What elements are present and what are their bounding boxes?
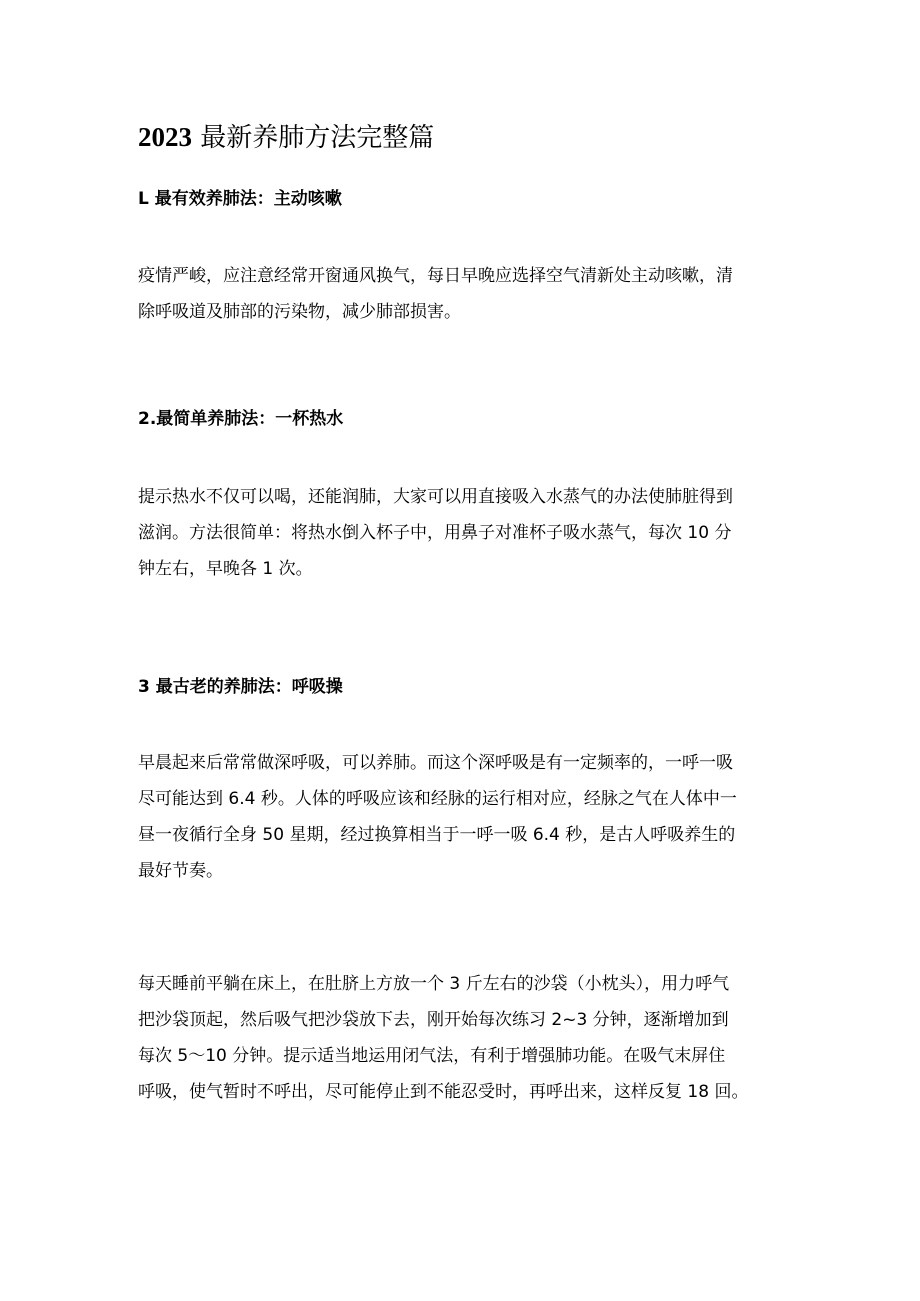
paragraph-line: 滋润。方法很简单：将热水倒入杯子中，用鼻子对准杯子吸水蒸气，每次 10 分: [138, 523, 732, 543]
section-heading-hot-water: 2.最简单养肺法：一杯热水: [138, 409, 344, 429]
paragraph-line: 钟左右，早晚各 1 次。: [138, 559, 313, 579]
paragraph-line: 昼一夜循行全身 50 星期，经过换算相当于一呼一吸 6.4 秒，是古人呼吸养生的: [138, 825, 736, 845]
paragraph-line: 每天睡前平躺在床上，在肚脐上方放一个 3 斤左右的沙袋（小枕头），用力呼气: [138, 974, 730, 994]
paragraph-line: 把沙袋顶起，然后吸气把沙袋放下去，刚开始每次练习 2~3 分钟，逐渐增加到: [138, 1010, 729, 1030]
title-year: 2023: [138, 122, 192, 152]
paragraph-line: 呼吸，使气暂时不呼出，尽可能停止到不能忍受时，再呼出来，这样反复 18 回。: [138, 1082, 749, 1102]
section-paragraph-cough: [138, 258, 788, 330]
section-paragraph-breathing-2: [138, 966, 788, 1110]
paragraph-line: 尽可能达到 6.4 秒。人体的呼吸应该和经脉的运行相对应，经脉之气在人体中一: [138, 789, 737, 809]
paragraph-line: 除呼吸道及肺部的污染物，减少肺部损害。: [138, 302, 461, 322]
section-heading-breathing: 3 最古老的养肺法：呼吸操: [138, 677, 343, 697]
paragraph-line: 每次 5～10 分钟。提示适当地运用闭气法，有利于增强肺功能。在吸气末屏住: [138, 1046, 726, 1066]
section-heading-cough: L 最有效养肺法：主动咳嗽: [138, 189, 342, 209]
paragraph-line: 提示热水不仅可以喝，还能润肺，大家可以用直接吸入水蒸气的办法使肺脏得到: [138, 487, 733, 507]
section-paragraph-hot-water: [138, 479, 788, 587]
paragraph-line: 早晨起来后常常做深呼吸，可以养肺。而这个深呼吸是有一定频率的，一呼一吸: [138, 753, 733, 773]
paragraph-line: 疫情严峻，应注意经常开窗通风换气，每日早晚应选择空气清新处主动咳嗽，清: [138, 266, 733, 286]
title-text: 最新养肺方法完整篇: [200, 123, 435, 153]
paragraph-line: 最好节奏。: [138, 861, 223, 881]
document-title: [138, 118, 434, 157]
section-paragraph-breathing-1: [138, 745, 788, 889]
